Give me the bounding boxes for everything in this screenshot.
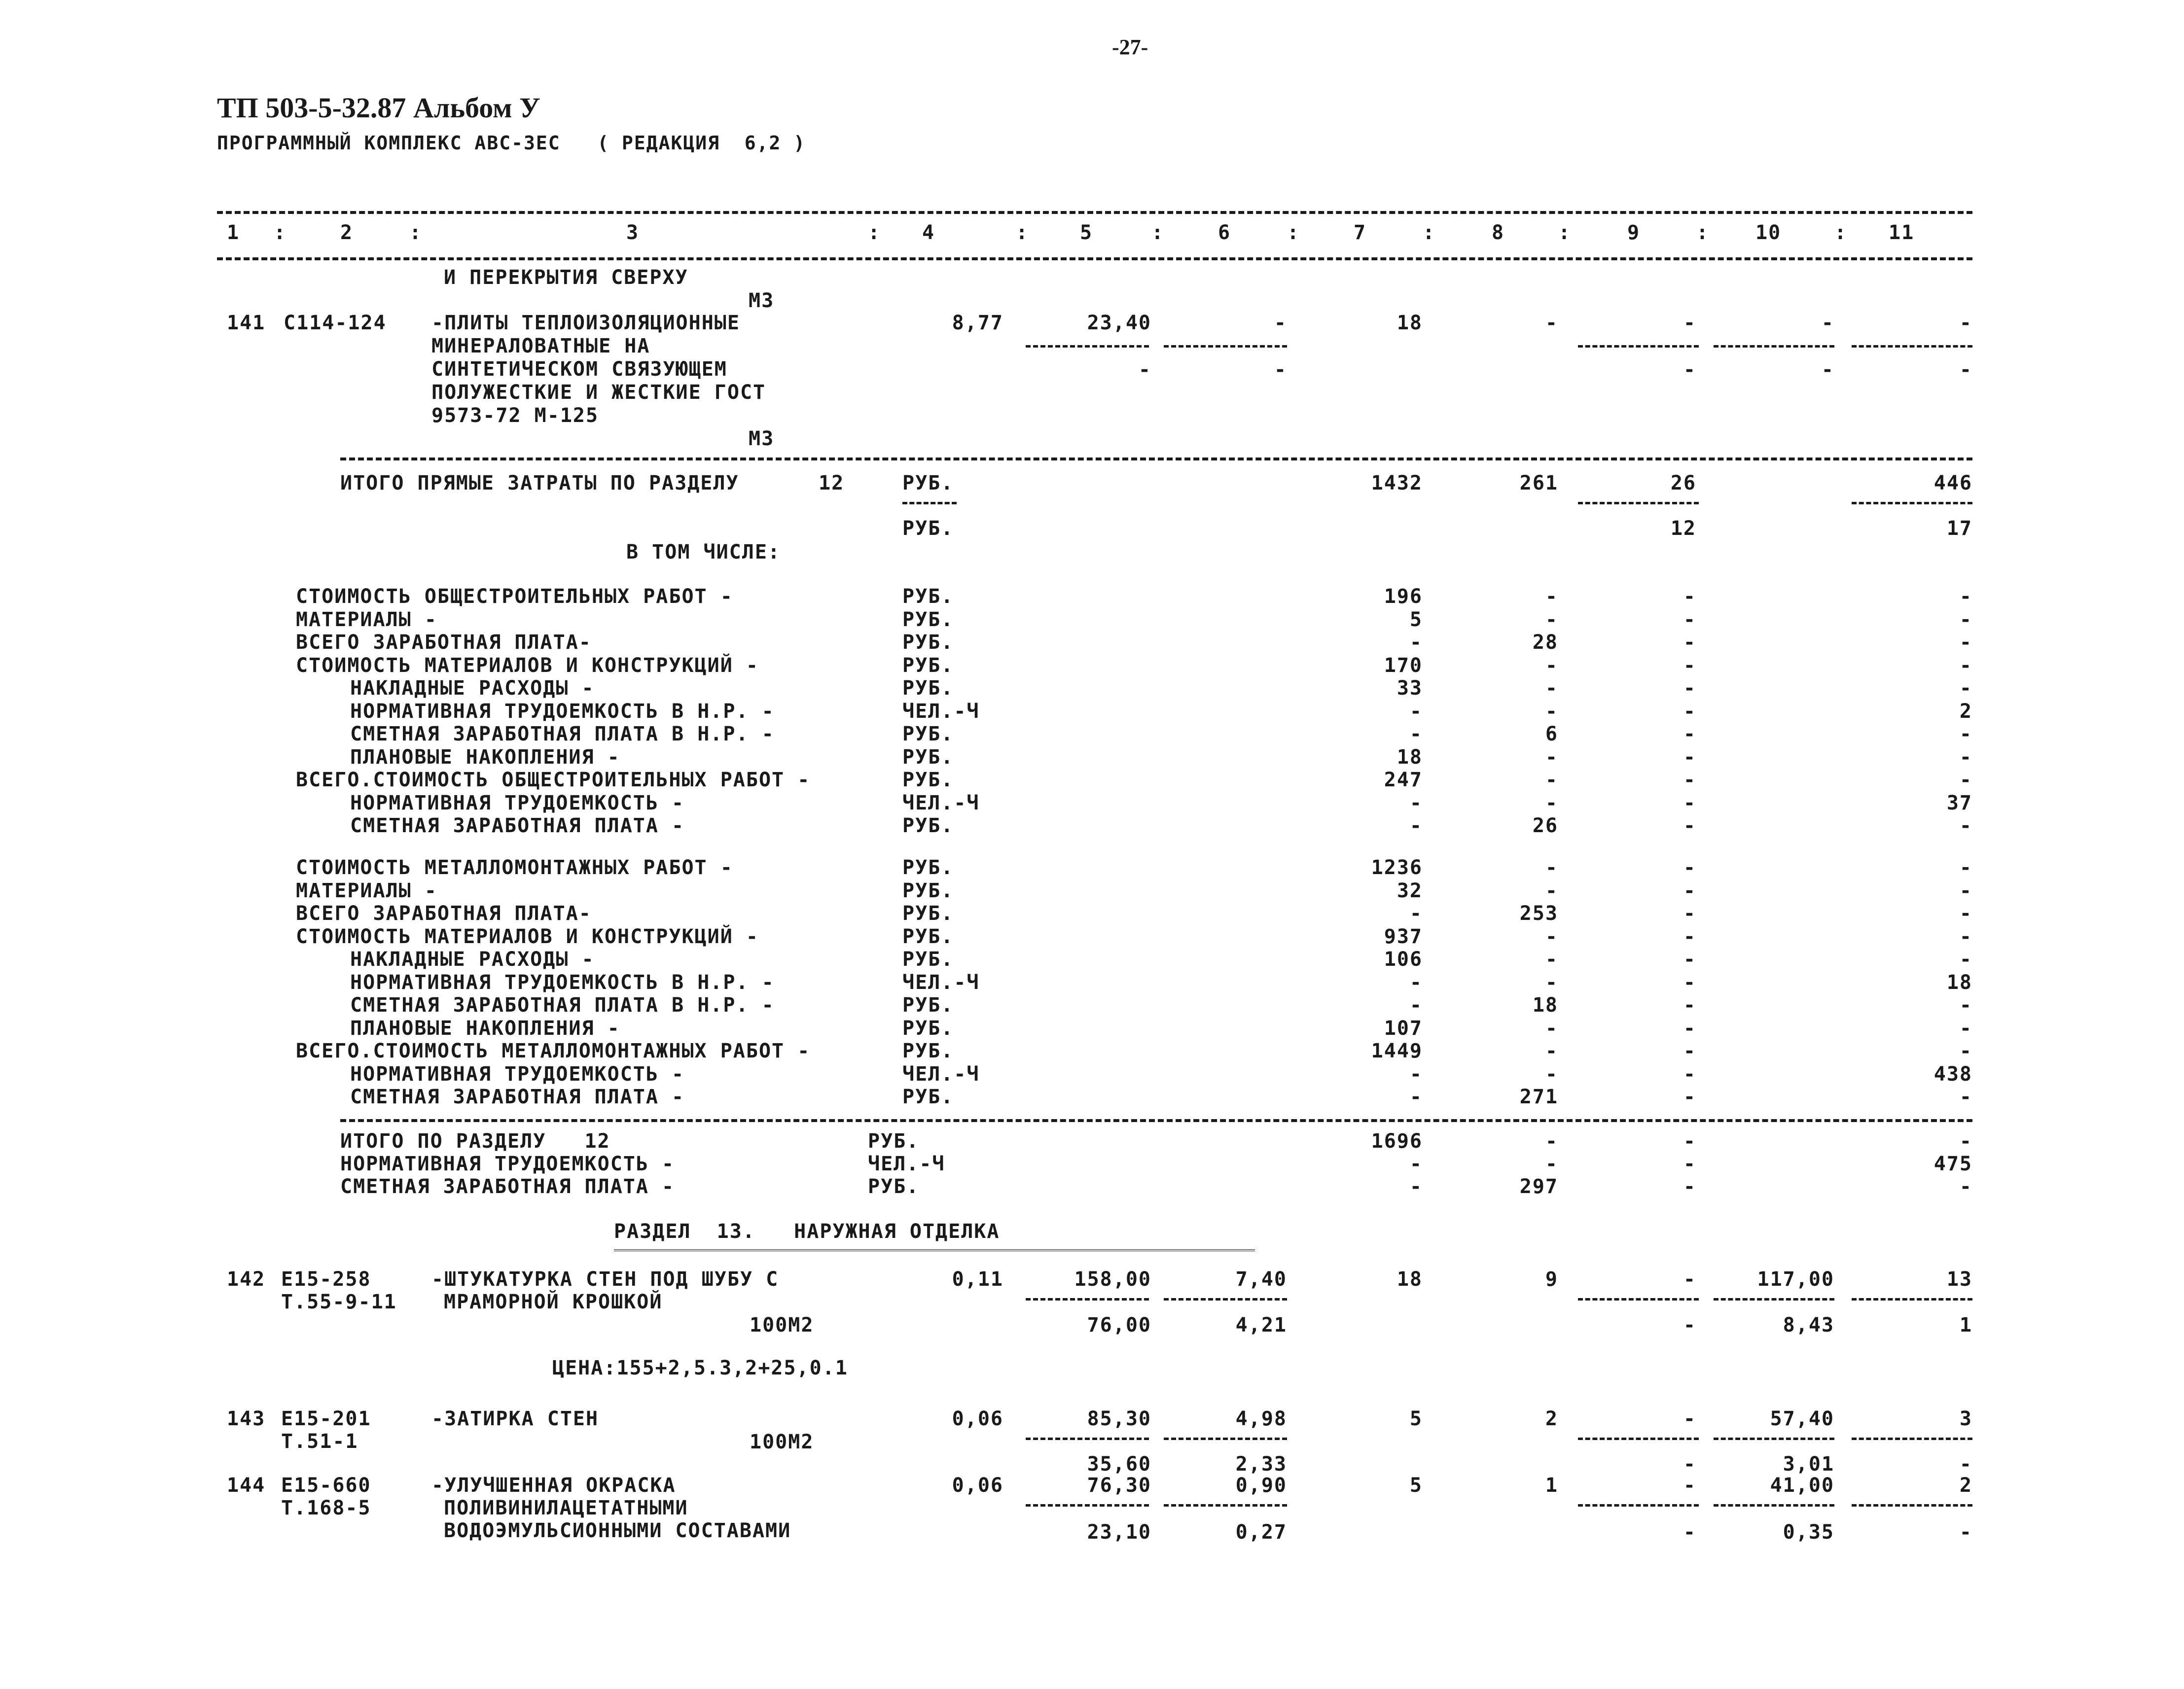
item143-c10: 57,40 — [1770, 1408, 1834, 1430]
item143-b-c10: 3,01 — [1783, 1453, 1834, 1476]
metal-c11: - — [1959, 994, 1972, 1017]
metal-c7: 1449 — [1371, 1040, 1423, 1062]
section-total-c7: - — [1409, 1175, 1423, 1198]
item144-c10-separator — [1714, 1504, 1834, 1507]
metal-row-unit: ЧЕЛ.-Ч — [902, 1062, 980, 1086]
item142-price-note: ЦЕНА:155+2,5.3,2+25,0.1 — [552, 1357, 848, 1379]
general-c11: - — [1959, 608, 1972, 631]
section-total-c8: - — [1545, 1130, 1558, 1153]
item144-c7: 5 — [1409, 1474, 1423, 1497]
item141-b-c6: - — [1274, 358, 1287, 381]
general-c9: - — [1683, 631, 1696, 654]
item142-unit: 100М2 — [750, 1314, 814, 1337]
general-c7: 33 — [1396, 677, 1423, 700]
metal-row-label: СТОИМОСТЬ МАТЕРИАЛОВ И КОНСТРУКЦИЙ - — [296, 925, 759, 948]
item141-b-c11: - — [1959, 358, 1972, 381]
item143-c7: 5 — [1409, 1408, 1423, 1430]
item142-c11: 13 — [1946, 1268, 1972, 1291]
item143-c11: 3 — [1959, 1408, 1972, 1430]
section13-title: РАЗДЕЛ 13. НАРУЖНАЯ ОТДЕЛКА — [614, 1220, 1000, 1243]
item142-c10-separator — [1714, 1298, 1834, 1301]
general-row-label: ПЛАНОВЫЕ НАКОПЛЕНИЯ - — [350, 745, 620, 769]
metal-c8: - — [1545, 879, 1558, 902]
item142-c7: 18 — [1396, 1268, 1423, 1291]
item141-desc-line: 9573-72 М-125 — [431, 404, 599, 427]
item144-c6-separator — [1164, 1504, 1287, 1507]
including-label: В ТОМ ЧИСЛЕ: — [626, 541, 781, 563]
metal-c11: - — [1959, 1040, 1972, 1062]
metal-c9: - — [1683, 856, 1696, 879]
general-c8: - — [1545, 700, 1558, 723]
metal-c9: - — [1683, 879, 1696, 902]
metal-c11: - — [1959, 925, 1972, 948]
totals-direct-c11: 446 — [1933, 472, 1972, 494]
section-total-unit: РУБ. — [868, 1175, 920, 1198]
item141-desc-line: СИНТЕТИЧЕСКОМ СВЯЗУЮЩЕМ — [431, 358, 727, 381]
section-total-unit: РУБ. — [868, 1130, 920, 1153]
metal-c9: - — [1683, 925, 1696, 948]
item142-desc-line: МРАМОРНОЙ КРОШКОЙ — [444, 1291, 663, 1313]
item141-c6-separator — [1164, 345, 1287, 348]
item144-c10: 41,00 — [1770, 1474, 1834, 1497]
metal-c8: - — [1545, 1040, 1558, 1062]
general-row-label: ВСЕГО ЗАРАБОТНАЯ ПЛАТА- — [296, 631, 592, 654]
column-separator-mark: : — [1696, 221, 1710, 244]
item142-b-c6: 4,21 — [1235, 1314, 1287, 1337]
c11-separator — [1852, 502, 1972, 504]
item144-b-c11: - — [1959, 1521, 1972, 1544]
item142-c6: 7,40 — [1235, 1268, 1287, 1291]
item144-c9-separator — [1578, 1504, 1699, 1507]
item141-c10: - — [1821, 312, 1834, 334]
metal-c8: 18 — [1532, 994, 1558, 1017]
column-number-11: 11 — [1889, 221, 1915, 244]
item142-c5: 158,00 — [1074, 1268, 1151, 1291]
general-c8: - — [1545, 745, 1558, 769]
program-line: ПРОГРАММНЫЙ КОМПЛЕКС АВС-3ЕС ( РЕДАКЦИЯ 6,2 ) — [217, 132, 806, 154]
metal-c7: 1236 — [1371, 856, 1423, 879]
general-row-unit: ЧЕЛ.-Ч — [902, 700, 980, 723]
general-row-label: СМЕТНАЯ ЗАРАБОТНАЯ ПЛАТА - — [350, 814, 685, 837]
item141-c5-separator — [1026, 345, 1149, 348]
totals-direct-unit: РУБ. — [902, 472, 954, 494]
general-row-label: НОРМАТИВНАЯ ТРУДОЕМКОСТЬ - — [350, 791, 685, 814]
general-c7: 196 — [1384, 585, 1423, 608]
item143-b-c9: - — [1683, 1453, 1696, 1476]
column-separator-mark: : — [1834, 221, 1848, 244]
item141-c7: 18 — [1396, 312, 1423, 334]
general-c11: - — [1959, 745, 1972, 769]
item142-c10: 117,00 — [1757, 1268, 1834, 1291]
metal-row-unit: РУБ. — [902, 856, 954, 879]
general-row-label: НОРМАТИВНАЯ ТРУДОЕМКОСТЬ В Н.Р. - — [350, 700, 775, 723]
item141-b-c10: - — [1821, 358, 1834, 381]
general-c9: - — [1683, 769, 1696, 791]
metal-c9: - — [1683, 994, 1696, 1017]
item141-code: С114-124 — [284, 312, 387, 334]
metal-c7: - — [1409, 994, 1423, 1017]
general-c11: - — [1959, 677, 1972, 700]
item144-c5: 76,30 — [1087, 1474, 1151, 1497]
metal-c7: - — [1409, 1086, 1423, 1108]
column-number-5: 5 — [1080, 221, 1093, 244]
section-total-c7: 1696 — [1371, 1130, 1423, 1153]
item143-code: Е15-201 — [281, 1408, 371, 1430]
item144-desc-line: ПОЛИВИНИЛАЦЕТАТНЫМИ — [444, 1497, 688, 1519]
general-c11: - — [1959, 814, 1972, 837]
general-c9: - — [1683, 585, 1696, 608]
item143-c5-separator — [1026, 1438, 1149, 1440]
general-c8: 26 — [1532, 814, 1558, 837]
column-number-9: 9 — [1627, 221, 1641, 244]
metal-row-label: НОРМАТИВНАЯ ТРУДОЕМКОСТЬ - — [350, 1062, 685, 1086]
general-row-unit: РУБ. — [902, 814, 954, 837]
general-c9: - — [1683, 654, 1696, 677]
metal-row-label: ПЛАНОВЫЕ НАКОПЛЕНИЯ - — [350, 1017, 620, 1040]
header-top-rule — [217, 211, 1972, 214]
general-c9: - — [1683, 700, 1696, 723]
metal-c11: - — [1959, 879, 1972, 902]
column-number-1: 1 — [227, 221, 240, 244]
general-c8: - — [1545, 677, 1558, 700]
metal-c9: - — [1683, 902, 1696, 925]
item144-c5-separator — [1026, 1504, 1149, 1507]
metal-c7: - — [1409, 1062, 1423, 1086]
item141-pre-title: И ПЕРЕКРЫТИЯ СВЕРХУ — [444, 266, 688, 289]
general-c8: - — [1545, 654, 1558, 677]
item141-c11: - — [1959, 312, 1972, 334]
metal-c9: - — [1683, 1062, 1696, 1086]
general-c11: - — [1959, 654, 1972, 677]
c9-separator — [1578, 502, 1699, 504]
metal-c7: 106 — [1384, 948, 1423, 971]
item141-c8: - — [1545, 312, 1558, 334]
general-c7: 5 — [1409, 608, 1423, 631]
metal-c11: - — [1959, 948, 1972, 971]
item141-c5: 23,40 — [1087, 312, 1151, 334]
section-total-c9: - — [1683, 1130, 1696, 1153]
general-row-unit: РУБ. — [902, 769, 954, 791]
item143-c8: 2 — [1545, 1408, 1558, 1430]
column-number-10: 10 — [1755, 221, 1782, 244]
general-c9: - — [1683, 791, 1696, 814]
general-row-label: НАКЛАДНЫЕ РАСХОДЫ - — [350, 677, 595, 700]
item142-c9: - — [1683, 1268, 1696, 1291]
metal-row-label: СМЕТНАЯ ЗАРАБОТНАЯ ПЛАТА - — [350, 1086, 685, 1108]
general-c7: - — [1409, 791, 1423, 814]
general-row-label: МАТЕРИАЛЫ - — [296, 608, 437, 631]
item142-desc-line: -ШТУКАТУРКА СТЕН ПОД ШУБУ С — [431, 1268, 779, 1291]
doc-title: ТП 503-5-32.87 Альбом У — [217, 92, 540, 124]
column-separator-mark: : — [1151, 221, 1165, 244]
metal-c8: - — [1545, 856, 1558, 879]
metal-c9: - — [1683, 1086, 1696, 1108]
column-separator-mark: : — [1558, 221, 1572, 244]
section-total-c7: - — [1409, 1153, 1423, 1175]
general-row-label: СМЕТНАЯ ЗАРАБОТНАЯ ПЛАТА В Н.Р. - — [350, 723, 775, 745]
general-c9: - — [1683, 677, 1696, 700]
item144-b-c9: - — [1683, 1521, 1696, 1544]
item144-number: 144 — [227, 1474, 266, 1497]
metal-row-unit: ЧЕЛ.-Ч — [902, 971, 980, 994]
item142-code2: Т.55-9-11 — [281, 1291, 397, 1313]
metal-row-unit: РУБ. — [902, 994, 954, 1017]
item143-b-c5: 35,60 — [1087, 1453, 1151, 1476]
item141-desc-line: ПОЛУЖЕСТКИЕ И ЖЕСТКИЕ ГОСТ — [431, 381, 766, 404]
metal-c8: 253 — [1519, 902, 1558, 925]
section-total-label: ИТОГО ПО РАЗДЕЛУ 12 — [340, 1130, 610, 1153]
item141-b-c5: - — [1138, 358, 1151, 381]
section-total-c11: - — [1959, 1130, 1972, 1153]
item143-c6: 4,98 — [1235, 1408, 1287, 1430]
column-separator-mark: : — [274, 221, 287, 244]
item142-c8: 9 — [1545, 1268, 1558, 1291]
header-bottom-rule — [217, 257, 1972, 260]
item141-c10-separator — [1714, 345, 1834, 348]
column-separator-mark: : — [409, 221, 423, 244]
item144-b-c10: 0,35 — [1783, 1521, 1834, 1544]
metal-c9: - — [1683, 971, 1696, 994]
general-c9: - — [1683, 723, 1696, 745]
general-c7: - — [1409, 723, 1423, 745]
item144-c9: - — [1683, 1474, 1696, 1497]
metal-row-unit: РУБ. — [902, 925, 954, 948]
column-separator-mark: : — [1016, 221, 1029, 244]
general-row-unit: ЧЕЛ.-Ч — [902, 791, 980, 814]
column-number-2: 2 — [340, 221, 354, 244]
item141-b-c9: - — [1683, 358, 1696, 381]
item144-code2: Т.168-5 — [281, 1497, 371, 1519]
section-total-label: СМЕТНАЯ ЗАРАБОТНАЯ ПЛАТА - — [340, 1175, 675, 1198]
metal-c11: 18 — [1946, 971, 1972, 994]
totals-direct-c9: 26 — [1670, 472, 1696, 494]
general-row-label: СТОИМОСТЬ МАТЕРИАЛОВ И КОНСТРУКЦИЙ - — [296, 654, 759, 677]
unit-underline — [902, 502, 957, 504]
general-c8: - — [1545, 769, 1558, 791]
totals-direct-unit2: РУБ. — [902, 517, 954, 540]
metal-row-unit: РУБ. — [902, 902, 954, 925]
item141-c4: 8,77 — [952, 312, 1003, 334]
page-number: -27- — [1112, 35, 1148, 59]
item142-code: Е15-258 — [281, 1268, 371, 1291]
general-row-unit: РУБ. — [902, 654, 954, 677]
item141-desc-line: -ПЛИТЫ ТЕПЛОИЗОЛЯЦИОННЫЕ — [431, 312, 740, 334]
totals-direct-section: 12 — [819, 472, 845, 494]
item141-pre-unit: М3 — [749, 289, 775, 312]
item144-b-c5: 23,10 — [1087, 1521, 1151, 1544]
metal-row-label: МАТЕРИАЛЫ - — [296, 879, 437, 902]
section-total-c8: 297 — [1519, 1175, 1558, 1198]
column-number-3: 3 — [626, 221, 640, 244]
metal-c8: - — [1545, 1017, 1558, 1040]
metal-c7: 32 — [1396, 879, 1423, 902]
item144-code: Е15-660 — [281, 1474, 371, 1497]
column-separator-mark: : — [868, 221, 881, 244]
metal-row-unit: РУБ. — [902, 879, 954, 902]
metal-c7: - — [1409, 971, 1423, 994]
item141-c9-separator — [1578, 345, 1699, 348]
item141-desc-line: МИНЕРАЛОВАТНЫЕ НА — [431, 335, 650, 357]
general-c8: - — [1545, 608, 1558, 631]
general-c7: - — [1409, 631, 1423, 654]
column-number-8: 8 — [1492, 221, 1505, 244]
general-c11: 37 — [1946, 791, 1972, 814]
item142-number: 142 — [227, 1268, 266, 1291]
metal-c8: 271 — [1519, 1086, 1558, 1108]
item142-c6-separator — [1164, 1298, 1287, 1301]
item144-c6: 0,90 — [1235, 1474, 1287, 1497]
item143-b-c11: - — [1959, 1453, 1972, 1476]
general-c7: 18 — [1396, 745, 1423, 769]
metal-row-label: ВСЕГО ЗАРАБОТНАЯ ПЛАТА- — [296, 902, 592, 925]
metal-row-label: ВСЕГО.СТОИМОСТЬ МЕТАЛЛОМОНТАЖНЫХ РАБОТ - — [296, 1040, 811, 1062]
section-total-c8: - — [1545, 1153, 1558, 1175]
general-c8: 6 — [1545, 723, 1558, 745]
general-c11: - — [1959, 631, 1972, 654]
item143-c9: - — [1683, 1408, 1696, 1430]
general-c8: - — [1545, 585, 1558, 608]
totals-direct-c9b: 12 — [1670, 517, 1696, 540]
general-c8: - — [1545, 791, 1558, 814]
metal-c8: - — [1545, 925, 1558, 948]
totals-direct-c7: 1432 — [1371, 472, 1423, 494]
item144-b-c6: 0,27 — [1235, 1521, 1287, 1544]
section-total-unit: ЧЕЛ.-Ч — [868, 1153, 945, 1175]
metal-row-unit: РУБ. — [902, 948, 954, 971]
item142-c9-separator — [1578, 1298, 1699, 1301]
general-c11: 2 — [1959, 700, 1972, 723]
item141-c9: - — [1683, 312, 1696, 334]
metal-c8: - — [1545, 1062, 1558, 1086]
general-c11: - — [1959, 723, 1972, 745]
general-c7: - — [1409, 700, 1423, 723]
general-row-unit: РУБ. — [902, 608, 954, 631]
general-c7: 247 — [1384, 769, 1423, 791]
item144-c11: 2 — [1959, 1474, 1972, 1497]
item143-desc-line: -ЗАТИРКА СТЕН — [431, 1408, 599, 1430]
general-c9: - — [1683, 608, 1696, 631]
general-c7: - — [1409, 814, 1423, 837]
general-c7: 170 — [1384, 654, 1423, 677]
column-separator-mark: : — [1423, 221, 1436, 244]
general-row-unit: РУБ. — [902, 585, 954, 608]
section-total-c11: 475 — [1933, 1153, 1972, 1175]
section-total-label: НОРМАТИВНАЯ ТРУДОЕМКОСТЬ - — [340, 1153, 675, 1175]
metal-row-label: СТОИМОСТЬ МЕТАЛЛОМОНТАЖНЫХ РАБОТ - — [296, 856, 733, 879]
general-c11: - — [1959, 585, 1972, 608]
general-row-unit: РУБ. — [902, 745, 954, 769]
item142-b-c10: 8,43 — [1783, 1314, 1834, 1337]
metal-c11: - — [1959, 856, 1972, 879]
item142-b-c11: 1 — [1959, 1314, 1972, 1337]
metal-c8: - — [1545, 971, 1558, 994]
item143-c10-separator — [1714, 1438, 1834, 1440]
item143-c6-separator — [1164, 1438, 1287, 1440]
metal-row-label: НАКЛАДНЫЕ РАСХОДЫ - — [350, 948, 595, 971]
column-number-6: 6 — [1218, 221, 1231, 244]
item144-c4: 0,06 — [952, 1474, 1003, 1497]
item141-number: 141 — [227, 312, 266, 334]
general-row-label: СТОИМОСТЬ ОБЩЕСТРОИТЕЛЬНЫХ РАБОТ - — [296, 585, 733, 608]
item143-c5: 85,30 — [1087, 1408, 1151, 1430]
item144-c8: 1 — [1545, 1474, 1558, 1497]
item142-c4: 0,11 — [952, 1268, 1003, 1291]
item142-b-c9: - — [1683, 1314, 1696, 1337]
metal-c7: 107 — [1384, 1017, 1423, 1040]
general-c11: - — [1959, 769, 1972, 791]
item143-unit: 100М2 — [750, 1431, 814, 1453]
general-c9: - — [1683, 814, 1696, 837]
metal-row-label: НОРМАТИВНАЯ ТРУДОЕМКОСТЬ В Н.Р. - — [350, 971, 775, 994]
section-total-c9: - — [1683, 1153, 1696, 1175]
metal-row-unit: РУБ. — [902, 1017, 954, 1040]
item142-c11-separator — [1852, 1298, 1972, 1301]
item144-desc-line: ВОДОЭМУЛЬСИОННЫМИ СОСТАВАМИ — [444, 1519, 791, 1542]
section-total-c9: - — [1683, 1175, 1696, 1198]
item143-c4: 0,06 — [952, 1408, 1003, 1430]
metal-c11: - — [1959, 902, 1972, 925]
item143-code2: Т.51-1 — [281, 1430, 358, 1453]
totals-direct-c8: 261 — [1519, 472, 1558, 494]
metal-c7: - — [1409, 902, 1423, 925]
metal-c8: - — [1545, 948, 1558, 971]
metal-c9: - — [1683, 948, 1696, 971]
metal-c11: - — [1959, 1017, 1972, 1040]
item143-c11-separator — [1852, 1438, 1972, 1440]
item141-c11-separator — [1852, 345, 1972, 348]
general-row-unit: РУБ. — [902, 723, 954, 745]
item144-desc-line: -УЛУЧШЕННАЯ ОКРАСКА — [431, 1474, 676, 1497]
section-total-c11: - — [1959, 1175, 1972, 1198]
metal-c11: - — [1959, 1086, 1972, 1108]
totals-direct-c11b: 17 — [1946, 517, 1972, 540]
general-row-unit: РУБ. — [902, 677, 954, 700]
section-total-rule — [340, 1119, 1972, 1122]
item142-c5-separator — [1026, 1298, 1149, 1301]
metal-c11: 438 — [1933, 1062, 1972, 1086]
metal-row-unit: РУБ. — [902, 1086, 954, 1108]
metal-c9: - — [1683, 1040, 1696, 1062]
metal-c9: - — [1683, 1017, 1696, 1040]
metal-row-label: СМЕТНАЯ ЗАРАБОТНАЯ ПЛАТА В Н.Р. - — [350, 994, 775, 1017]
general-c9: - — [1683, 745, 1696, 769]
general-row-label: ВСЕГО.СТОИМОСТЬ ОБЩЕСТРОИТЕЛЬНЫХ РАБОТ - — [296, 769, 811, 791]
item144-c11-separator — [1852, 1504, 1972, 1507]
general-c8: 28 — [1532, 631, 1558, 654]
item142-b-c5: 76,00 — [1087, 1314, 1151, 1337]
metal-c7: 937 — [1384, 925, 1423, 948]
general-row-unit: РУБ. — [902, 631, 954, 654]
item141-unit: М3 — [749, 427, 775, 450]
column-number-4: 4 — [922, 221, 935, 244]
item143-c9-separator — [1578, 1438, 1699, 1440]
column-separator-mark: : — [1287, 221, 1300, 244]
section13-underline — [614, 1249, 1255, 1251]
item143-number: 143 — [227, 1408, 266, 1430]
totals-top-rule — [340, 457, 1972, 460]
column-number-7: 7 — [1354, 221, 1367, 244]
item143-b-c6: 2,33 — [1235, 1453, 1287, 1476]
metal-row-unit: РУБ. — [902, 1040, 954, 1062]
item141-c6: - — [1274, 312, 1287, 334]
totals-direct-label: ИТОГО ПРЯМЫЕ ЗАТРАТЫ ПО РАЗДЕЛУ — [340, 472, 739, 494]
